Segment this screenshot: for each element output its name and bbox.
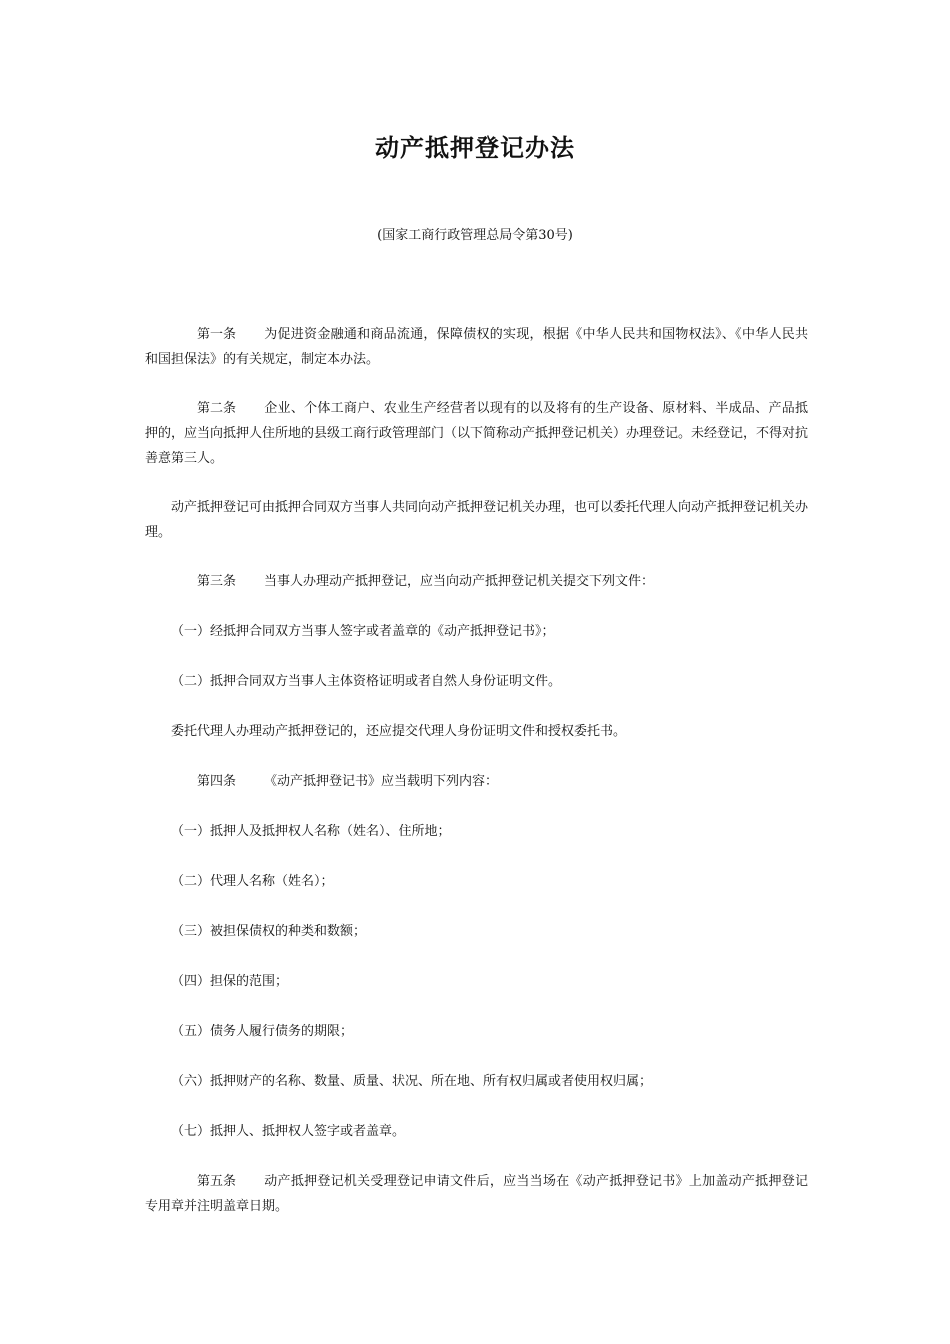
paragraph-text: （七）抵押人、抵押权人签字或者盖章。 [171,1124,406,1139]
paragraph-text: 《动产抵押登记书》应当载明下列内容： [264,774,499,789]
article-label: 第一条 [197,327,237,342]
article-label: 第五条 [197,1174,237,1189]
paragraph-text: （四）担保的范围； [171,974,289,989]
paragraph-text: 委托代理人办理动产抵押登记的，还应提交代理人身份证明文件和授权委托书。 [171,724,627,739]
paragraph-text: （六）抵押财产的名称、数量、质量、状况、所在地、所有权归属或者使用权归属； [171,1074,653,1089]
list-item [145,919,808,944]
document-body [145,322,808,1243]
document-subtitle: (国家工商行政管理总局令第30号) [377,228,573,243]
paragraph-text: 动产抵押登记机关受理登记申请文件后，应当当场在《动产抵押登记书》上加盖动产抵押登记专用章并注明盖章日期。 [145,1174,808,1214]
paragraph-text: 为促进资金融通和商品流通，保障债权的实现，根据《中华人民共和国物权法》、《中华人民共和国担保法》的有关规定，制定本办法。 [145,327,808,367]
paragraph-text: （一）抵押人及抵押权人名称（姓名）、住所地； [171,824,451,839]
article-4-paragraph [145,769,808,794]
article-5-paragraph [145,1169,808,1219]
article-2-paragraph [145,396,808,471]
document-title: 动产抵押登记办法 [375,134,575,162]
list-item [145,1119,808,1144]
article-label: 第四条 [197,774,237,789]
list-item [145,969,808,994]
paragraph-text: （二）代理人名称（姓名）； [171,874,334,889]
paragraph-text: （一）经抵押合同双方当事人签字或者盖章的《动产抵押登记书》； [171,624,555,639]
paragraph-text: 企业、个体工商户、农业生产经营者以现有的以及将有的生产设备、原材料、半成品、产品抵押的，应当向抵押人住所地的县级工商行政管理部门（以下简称动产抵押登记机关）办理登记。未经登记，不得对抗善意第三人。 [145,401,809,466]
list-item [145,869,808,894]
paragraph-text: （三）被担保债权的种类和数额； [171,924,367,939]
list-item [145,1019,808,1044]
paragraph-text: （二）抵押合同双方当事人主体资格证明或者自然人身份证明文件。 [171,674,562,689]
article-1-paragraph [145,322,808,372]
paragraph [145,495,808,545]
article-3-paragraph [145,569,808,594]
list-item [145,669,808,694]
list-item [145,619,808,644]
list-item [145,819,808,844]
article-label: 第二条 [197,401,237,416]
article-label: 第三条 [197,574,237,589]
paragraph-text: 动产抵押登记可由抵押合同双方当事人共同向动产抵押登记机关办理，也可以委托代理人向动产抵押登记机关办理。 [145,500,809,540]
list-item [145,1069,808,1094]
paragraph-text: （五）债务人履行债务的期限； [171,1024,354,1039]
paragraph [145,719,808,744]
paragraph-text: 当事人办理动产抵押登记，应当向动产抵押登记机关提交下列文件： [264,574,655,589]
